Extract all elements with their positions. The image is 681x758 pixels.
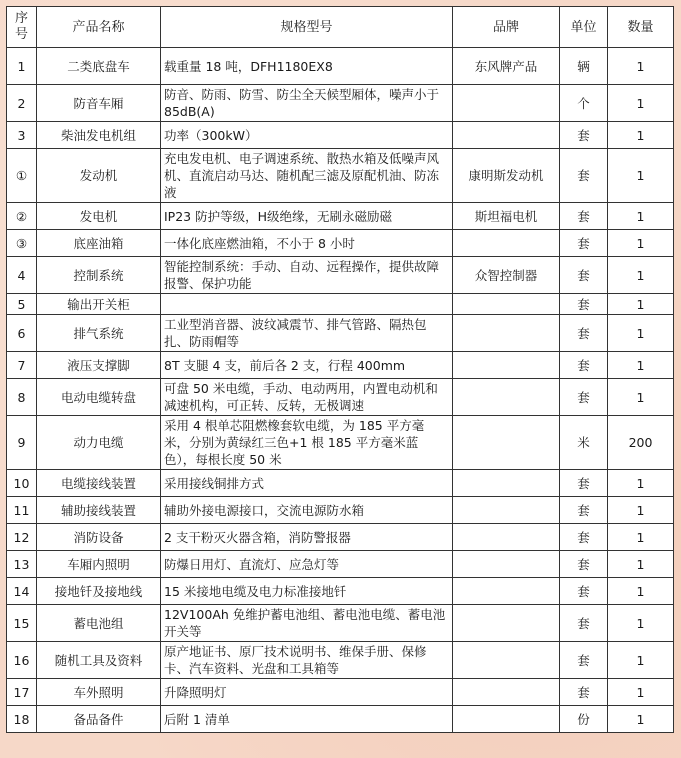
cell-no: ② xyxy=(7,203,37,230)
cell-product-name: 随机工具及资料 xyxy=(37,642,161,679)
cell-no: 5 xyxy=(7,294,37,315)
cell-spec: 一体化底座燃油箱，不小于 8 小时 xyxy=(161,230,453,257)
cell-no: 1 xyxy=(7,48,37,85)
cell-spec: 12V100Ah 免维护蓄电池组、蓄电池电缆、蓄电池开关等 xyxy=(161,605,453,642)
cell-spec: 工业型消音器、波纹减震节、排气管路、隔热包扎、防雨帽等 xyxy=(161,315,453,352)
cell-product-name: 备品备件 xyxy=(37,706,161,733)
cell-spec: 功率（300kW） xyxy=(161,122,453,149)
cell-no: 13 xyxy=(7,551,37,578)
cell-unit: 套 xyxy=(560,551,608,578)
cell-brand xyxy=(453,679,560,706)
table-row xyxy=(7,497,674,524)
cell-product-name: 柴油发电机组 xyxy=(37,122,161,149)
table-row xyxy=(7,679,674,706)
cell-quantity: 1 xyxy=(608,48,674,85)
cell-brand xyxy=(453,470,560,497)
cell-no: 11 xyxy=(7,497,37,524)
table-row xyxy=(7,149,674,203)
table-row xyxy=(7,230,674,257)
cell-quantity: 1 xyxy=(608,679,674,706)
cell-product-name: 动力电缆 xyxy=(37,416,161,470)
cell-unit: 份 xyxy=(560,706,608,733)
cell-brand xyxy=(453,642,560,679)
equipment-spec-table xyxy=(6,6,674,733)
cell-brand: 斯坦福电机 xyxy=(453,203,560,230)
cell-spec: IP23 防护等级，H级绝缘，无刷永磁励磁 xyxy=(161,203,453,230)
cell-no: 7 xyxy=(7,352,37,379)
cell-brand: 康明斯发动机 xyxy=(453,149,560,203)
cell-no: 14 xyxy=(7,578,37,605)
cell-brand xyxy=(453,85,560,122)
cell-product-name: 液压支撑脚 xyxy=(37,352,161,379)
cell-quantity: 1 xyxy=(608,149,674,203)
table-row xyxy=(7,524,674,551)
table-row xyxy=(7,85,674,122)
cell-product-name: 辅助接线装置 xyxy=(37,497,161,524)
cell-quantity: 1 xyxy=(608,470,674,497)
cell-product-name: 接地钎及接地线 xyxy=(37,578,161,605)
cell-spec: 采用 4 根单芯阻燃橡套软电缆，为 185 平方毫米，分别为黄绿红三色+1 根 185 平方毫米蓝色），每根长度 50 米 xyxy=(161,416,453,470)
cell-brand xyxy=(453,551,560,578)
cell-brand xyxy=(453,352,560,379)
cell-brand xyxy=(453,524,560,551)
cell-no: 6 xyxy=(7,315,37,352)
cell-quantity: 1 xyxy=(608,379,674,416)
cell-no: 10 xyxy=(7,470,37,497)
cell-spec: 8T 支腿 4 支，前后各 2 支，行程 400mm xyxy=(161,352,453,379)
cell-spec: 15 米接地电缆及电力标准接地钎 xyxy=(161,578,453,605)
cell-brand xyxy=(453,497,560,524)
cell-product-name: 排气系统 xyxy=(37,315,161,352)
header-qty: 数量 xyxy=(608,7,674,48)
cell-quantity: 1 xyxy=(608,578,674,605)
cell-brand xyxy=(453,416,560,470)
table-row xyxy=(7,416,674,470)
cell-unit: 辆 xyxy=(560,48,608,85)
cell-quantity: 1 xyxy=(608,706,674,733)
cell-product-name: 防音车厢 xyxy=(37,85,161,122)
cell-product-name: 蓄电池组 xyxy=(37,605,161,642)
cell-no: 12 xyxy=(7,524,37,551)
table-row xyxy=(7,203,674,230)
cell-product-name: 车厢内照明 xyxy=(37,551,161,578)
cell-quantity: 1 xyxy=(608,551,674,578)
table-row xyxy=(7,706,674,733)
table-row xyxy=(7,642,674,679)
cell-product-name: 发电机 xyxy=(37,203,161,230)
cell-unit: 套 xyxy=(560,203,608,230)
table-row xyxy=(7,470,674,497)
cell-no: 17 xyxy=(7,679,37,706)
table-row xyxy=(7,294,674,315)
cell-spec: 辅助外接电源接口，交流电源防水箱 xyxy=(161,497,453,524)
cell-product-name: 发动机 xyxy=(37,149,161,203)
cell-product-name: 底座油箱 xyxy=(37,230,161,257)
cell-quantity: 1 xyxy=(608,605,674,642)
cell-spec: 智能控制系统：手动、自动、远程操作，提供故障报警、保护功能 xyxy=(161,257,453,294)
cell-product-name: 车外照明 xyxy=(37,679,161,706)
cell-brand xyxy=(453,294,560,315)
cell-quantity: 1 xyxy=(608,497,674,524)
header-row xyxy=(7,7,674,48)
table-row xyxy=(7,122,674,149)
table-row xyxy=(7,605,674,642)
cell-product-name: 控制系统 xyxy=(37,257,161,294)
cell-spec: 采用接线铜排方式 xyxy=(161,470,453,497)
cell-unit: 套 xyxy=(560,605,608,642)
table-row xyxy=(7,352,674,379)
cell-brand xyxy=(453,122,560,149)
cell-quantity: 1 xyxy=(608,230,674,257)
cell-spec: 充电发电机、电子调速系统、散热水箱及低噪声风机、直流启动马达、随机配三滤及原配机油、防冻液 xyxy=(161,149,453,203)
cell-no: 8 xyxy=(7,379,37,416)
cell-no: 4 xyxy=(7,257,37,294)
cell-unit: 套 xyxy=(560,679,608,706)
cell-unit: 套 xyxy=(560,497,608,524)
cell-unit: 套 xyxy=(560,524,608,551)
cell-product-name: 电动电缆转盘 xyxy=(37,379,161,416)
cell-brand xyxy=(453,315,560,352)
cell-spec: 2 支干粉灭火器含箱，消防警报器 xyxy=(161,524,453,551)
cell-spec: 升降照明灯 xyxy=(161,679,453,706)
table-row xyxy=(7,551,674,578)
cell-no: 18 xyxy=(7,706,37,733)
header-no: 序 号 xyxy=(7,7,37,48)
cell-spec: 可盘 50 米电缆，手动、电动两用，内置电动机和减速机构，可正转、反转，无极调速 xyxy=(161,379,453,416)
cell-unit: 套 xyxy=(560,149,608,203)
cell-brand: 东风牌产品 xyxy=(453,48,560,85)
cell-unit: 套 xyxy=(560,470,608,497)
cell-unit: 套 xyxy=(560,230,608,257)
cell-unit: 套 xyxy=(560,122,608,149)
table-body xyxy=(7,48,674,733)
cell-brand xyxy=(453,230,560,257)
cell-spec: 后附 1 清单 xyxy=(161,706,453,733)
cell-unit: 套 xyxy=(560,379,608,416)
cell-quantity: 1 xyxy=(608,352,674,379)
cell-product-name: 消防设备 xyxy=(37,524,161,551)
cell-unit: 套 xyxy=(560,315,608,352)
cell-no: 9 xyxy=(7,416,37,470)
cell-no: ① xyxy=(7,149,37,203)
header-unit: 单位 xyxy=(560,7,608,48)
cell-brand xyxy=(453,706,560,733)
cell-no: ③ xyxy=(7,230,37,257)
cell-unit: 套 xyxy=(560,578,608,605)
table-row xyxy=(7,48,674,85)
cell-quantity: 1 xyxy=(608,85,674,122)
cell-unit: 套 xyxy=(560,294,608,315)
cell-product-name: 输出开关柜 xyxy=(37,294,161,315)
cell-quantity: 1 xyxy=(608,642,674,679)
cell-spec: 原产地证书、原厂技术说明书、维保手册、保修卡、汽车资料、光盘和工具箱等 xyxy=(161,642,453,679)
cell-quantity: 200 xyxy=(608,416,674,470)
cell-no: 3 xyxy=(7,122,37,149)
cell-quantity: 1 xyxy=(608,203,674,230)
cell-brand xyxy=(453,578,560,605)
table-row xyxy=(7,315,674,352)
cell-quantity: 1 xyxy=(608,294,674,315)
cell-unit: 套 xyxy=(560,352,608,379)
table-row xyxy=(7,379,674,416)
table-row xyxy=(7,257,674,294)
cell-spec: 防音、防雨、防雪、防尘全天候型厢体，噪声小于 85dB(A) xyxy=(161,85,453,122)
cell-product-name: 电缆接线装置 xyxy=(37,470,161,497)
cell-quantity: 1 xyxy=(608,122,674,149)
cell-brand xyxy=(453,379,560,416)
header-brand: 品牌 xyxy=(453,7,560,48)
cell-unit: 个 xyxy=(560,85,608,122)
cell-spec: 防爆日用灯、直流灯、应急灯等 xyxy=(161,551,453,578)
cell-no: 2 xyxy=(7,85,37,122)
cell-quantity: 1 xyxy=(608,257,674,294)
cell-unit: 米 xyxy=(560,416,608,470)
cell-brand: 众智控制器 xyxy=(453,257,560,294)
cell-spec: 载重量 18 吨，DFH1180EX8 xyxy=(161,48,453,85)
cell-brand xyxy=(453,605,560,642)
cell-no: 16 xyxy=(7,642,37,679)
table-row xyxy=(7,578,674,605)
cell-unit: 套 xyxy=(560,642,608,679)
cell-quantity: 1 xyxy=(608,524,674,551)
header-name: 产品名称 xyxy=(37,7,161,48)
cell-unit: 套 xyxy=(560,257,608,294)
cell-spec xyxy=(161,294,453,315)
cell-quantity: 1 xyxy=(608,315,674,352)
header-spec: 规格型号 xyxy=(161,7,453,48)
cell-product-name: 二类底盘车 xyxy=(37,48,161,85)
cell-no: 15 xyxy=(7,605,37,642)
